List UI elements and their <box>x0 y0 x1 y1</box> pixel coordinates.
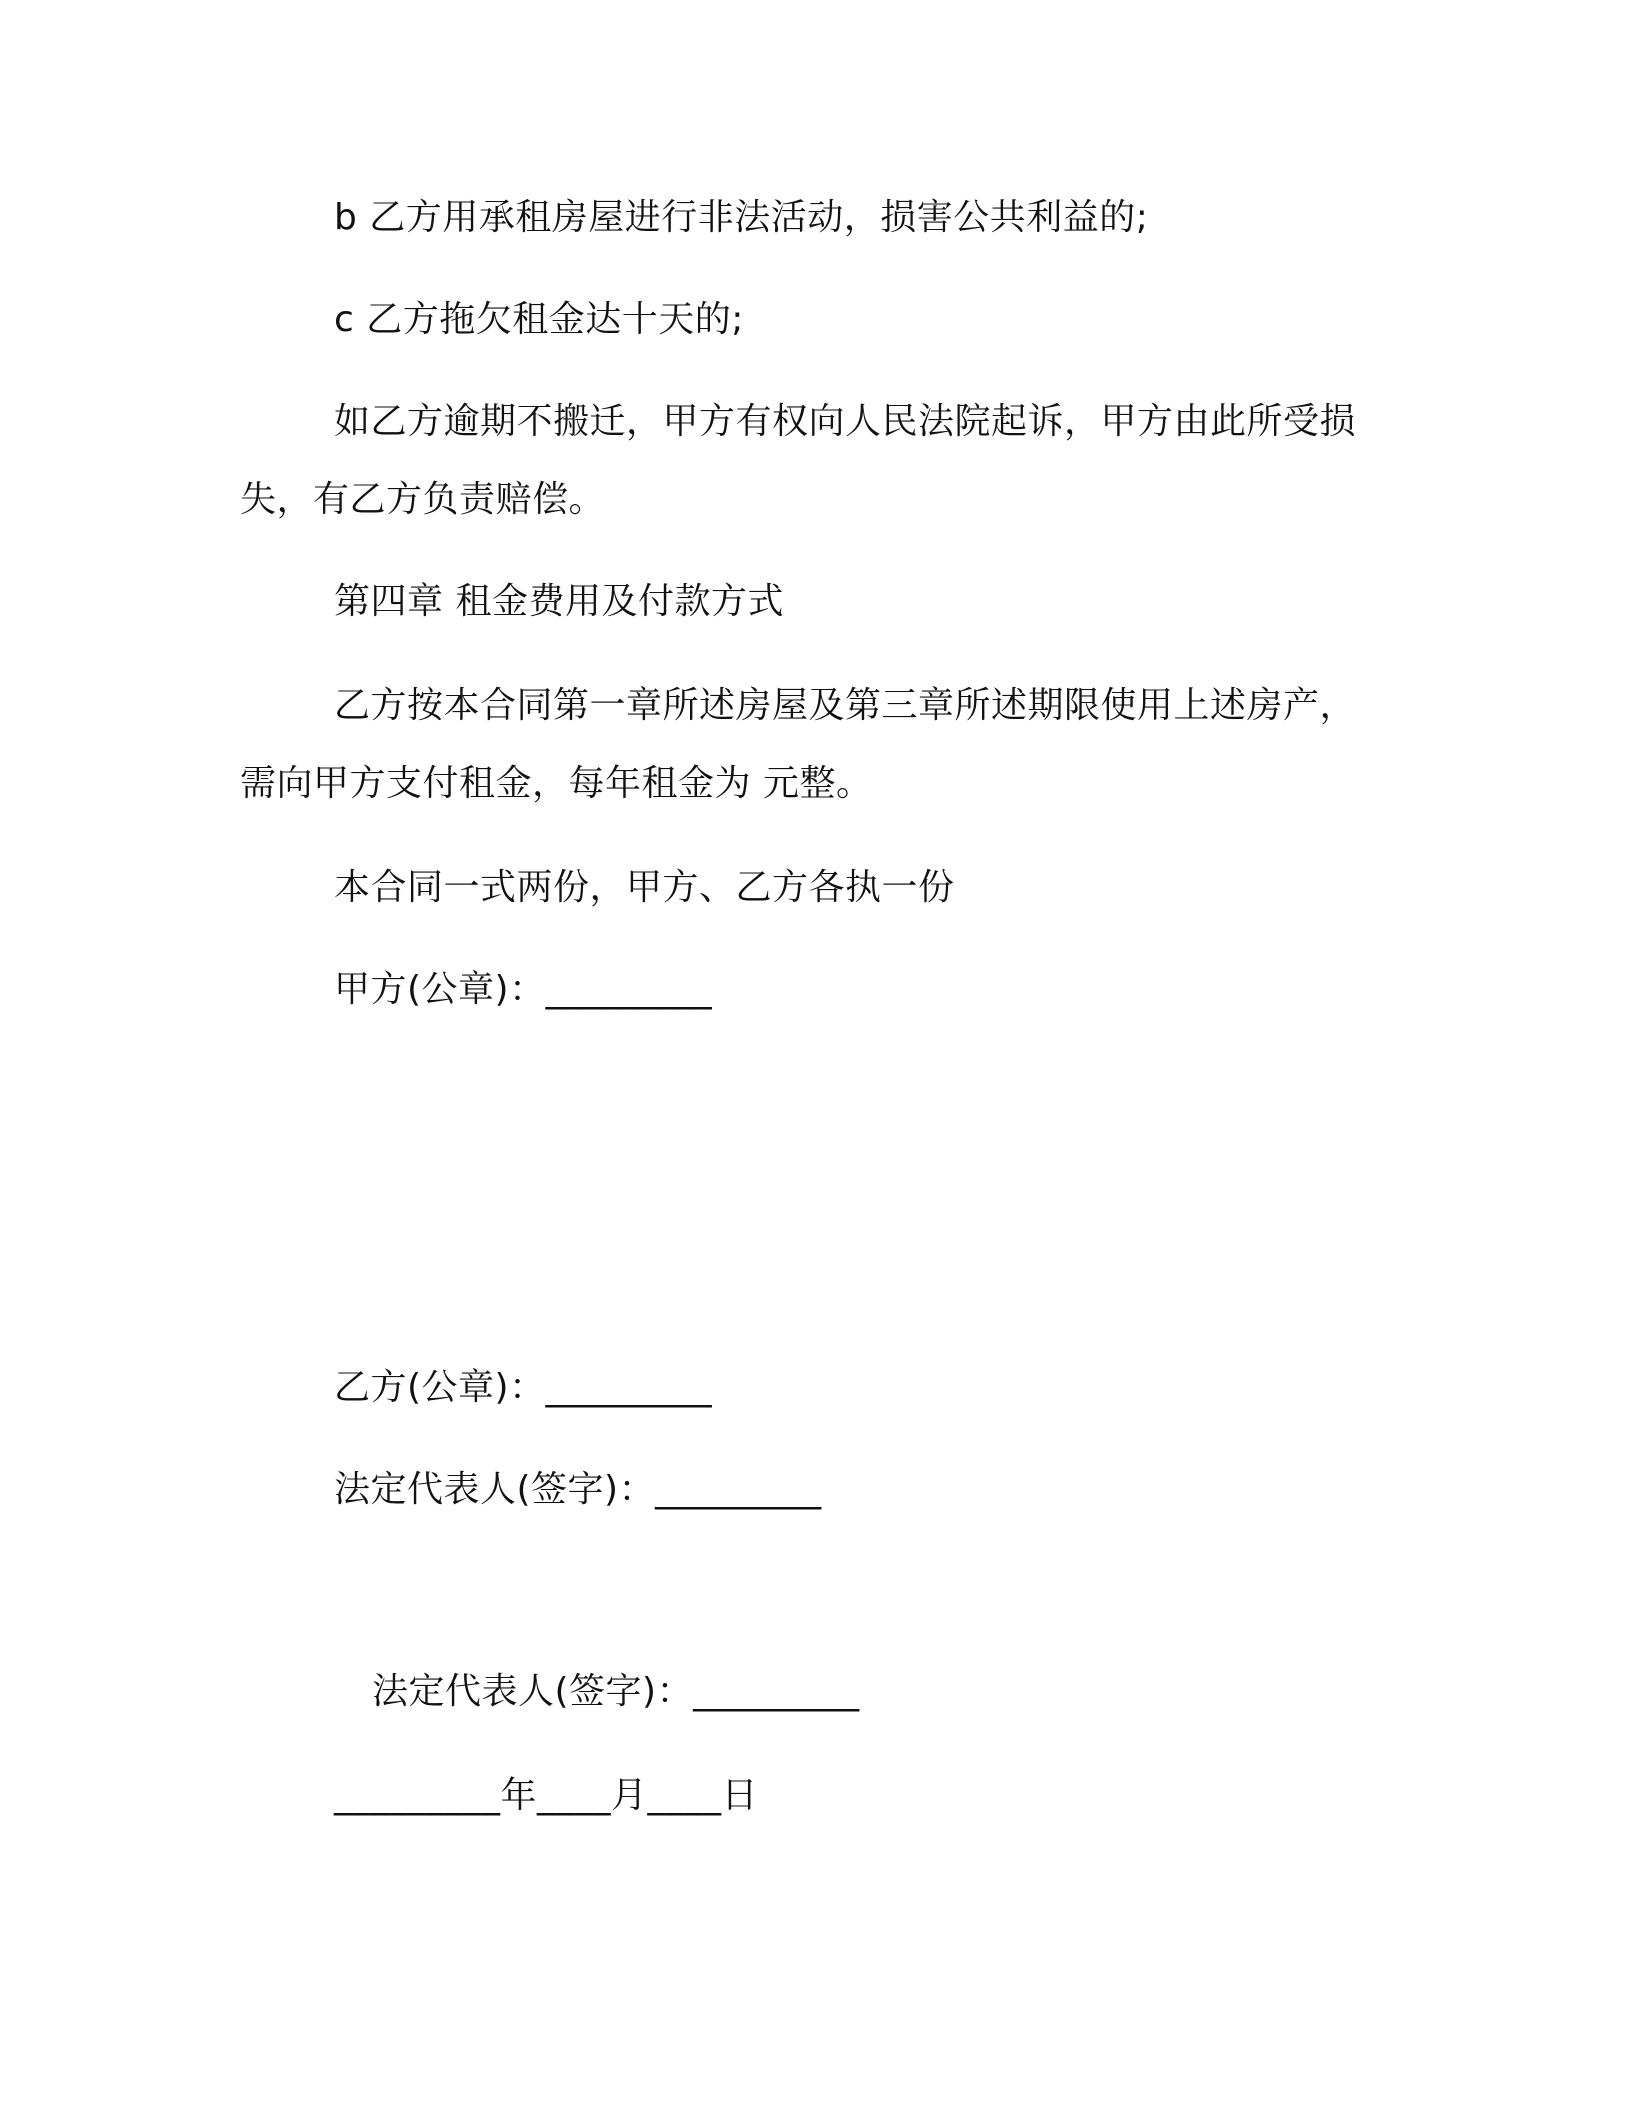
legal-representative-signature-1: 法定代表人(签字)：_________ <box>334 1469 822 1510</box>
party-a-seal-field: 甲方(公章)：_________ <box>334 969 713 1010</box>
relocation-clause-line-1: 如乙方逾期不搬迁，甲方有权向人民法院起诉，甲方由此所受损 <box>334 401 1357 442</box>
chapter-4-heading: 第四章 租金费用及付款方式 <box>334 581 784 622</box>
signing-date-field: _________年____月____日 <box>334 1775 758 1816</box>
party-b-seal-field: 乙方(公章)：_________ <box>334 1367 713 1408</box>
legal-representative-signature-2: 法定代表人(签字)：_________ <box>372 1671 860 1712</box>
relocation-clause-line-2: 失，有乙方负责赔偿。 <box>240 479 606 520</box>
clause-item-b: b 乙方用承租房屋进行非法活动，损害公共利益的; <box>334 197 1149 238</box>
copies-statement: 本合同一式两份，甲方、乙方各执一份 <box>334 867 955 908</box>
payment-clause-line-1: 乙方按本合同第一章所述房屋及第三章所述期限使用上述房产， <box>334 685 1357 726</box>
payment-clause-line-2: 需向甲方支付租金，每年租金为 元整。 <box>240 763 873 804</box>
clause-item-c: c 乙方拖欠租金达十天的; <box>334 299 744 340</box>
